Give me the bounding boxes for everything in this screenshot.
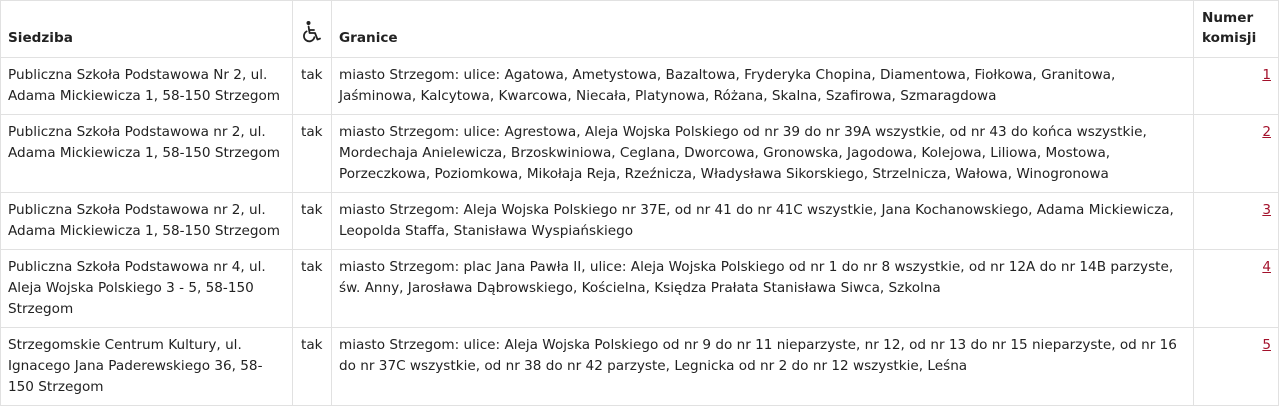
table-row — [1, 115, 1279, 193]
header-numer-komisji: Numer komisji — [1194, 1, 1279, 58]
commission-link[interactable]: 2 — [1262, 124, 1271, 140]
siedziba-cell: Strzegomskie Centrum Kultury, ul. Ignacego Jana Paderewskiego 36, 58-150 Strzegom — [1, 328, 293, 406]
numer-cell — [1194, 58, 1279, 115]
accessibility-cell: tak — [293, 193, 332, 250]
accessibility-cell: tak — [293, 328, 332, 406]
granice-cell: miasto Strzegom: plac Jana Pawła II, ulice: Aleja Wojska Polskiego od nr 1 do nr 8 wszystkie, od nr 12A do nr 14B parzyste, św. Anny, Jarosława Dąbrowskiego, Kościelna, Księdza Prałata Stanisława Siwca, Szkolna — [332, 250, 1194, 328]
numer-cell — [1194, 193, 1279, 250]
accessibility-cell: tak — [293, 250, 332, 328]
granice-cell: miasto Strzegom: ulice: Agatowa, Ametystowa, Bazaltowa, Fryderyka Chopina, Diamentowa, Fiołkowa, Granitowa, Jaśminowa, Kalcytowa, Kwarcowa, Niecała, Platynowa, Różana, Skalna, Szafirowa, Szmaragdowa — [332, 58, 1194, 115]
wheelchair-icon — [302, 20, 322, 44]
commission-link[interactable]: 5 — [1262, 337, 1271, 353]
header-accessibility — [293, 1, 332, 58]
siedziba-cell: Publiczna Szkoła Podstawowa nr 2, ul. Adama Mickiewicza 1, 58-150 Strzegom — [1, 193, 293, 250]
commission-link[interactable]: 4 — [1262, 259, 1271, 275]
numer-cell — [1194, 250, 1279, 328]
numer-cell — [1194, 115, 1279, 193]
table-row — [1, 250, 1279, 328]
header-granice: Granice — [332, 1, 1194, 58]
commission-link[interactable]: 3 — [1262, 202, 1271, 218]
siedziba-cell: Publiczna Szkoła Podstawowa nr 4, ul. Aleja Wojska Polskiego 3 - 5, 58-150 Strzegom — [1, 250, 293, 328]
table-row — [1, 328, 1279, 406]
commission-link[interactable]: 1 — [1262, 67, 1271, 83]
accessibility-cell: tak — [293, 115, 332, 193]
accessibility-cell: tak — [293, 58, 332, 115]
granice-cell: miasto Strzegom: Aleja Wojska Polskiego nr 37E, od nr 41 do nr 41C wszystkie, Jana Kochanowskiego, Adama Mickiewicza, Leopolda Staffa, Stanisława Wyspiańskiego — [332, 193, 1194, 250]
header-row — [1, 1, 1279, 58]
table-row — [1, 58, 1279, 115]
siedziba-cell: Publiczna Szkoła Podstawowa Nr 2, ul. Adama Mickiewicza 1, 58-150 Strzegom — [1, 58, 293, 115]
header-siedziba: Siedziba — [1, 1, 293, 58]
siedziba-cell: Publiczna Szkoła Podstawowa nr 2, ul. Adama Mickiewicza 1, 58-150 Strzegom — [1, 115, 293, 193]
numer-cell — [1194, 328, 1279, 406]
granice-cell: miasto Strzegom: ulice: Aleja Wojska Polskiego od nr 9 do nr 11 nieparzyste, nr 12, od nr 13 do nr 15 nieparzyste, od nr 16 do nr 37C wszystkie, od nr 38 do nr 42 parzyste, Legnicka od nr 2 do nr 12 wszystkie, Leśna — [332, 328, 1194, 406]
table-row — [1, 193, 1279, 250]
granice-cell: miasto Strzegom: ulice: Agrestowa, Aleja Wojska Polskiego od nr 39 do nr 39A wszystkie, od nr 43 do końca wszystkie, Mordechaja Anielewicza, Brzoskwiniowa, Ceglana, Dworcowa, Gronowska, Jagodowa, Kolejowa, Liliowa, Mostowa, Porzeczkowa, Poziomkowa, Mikołaja Reja, Rzeźnicza, Władysława Sikorskiego, Strzelnicza, Wałowa, Winogronowa — [332, 115, 1194, 193]
